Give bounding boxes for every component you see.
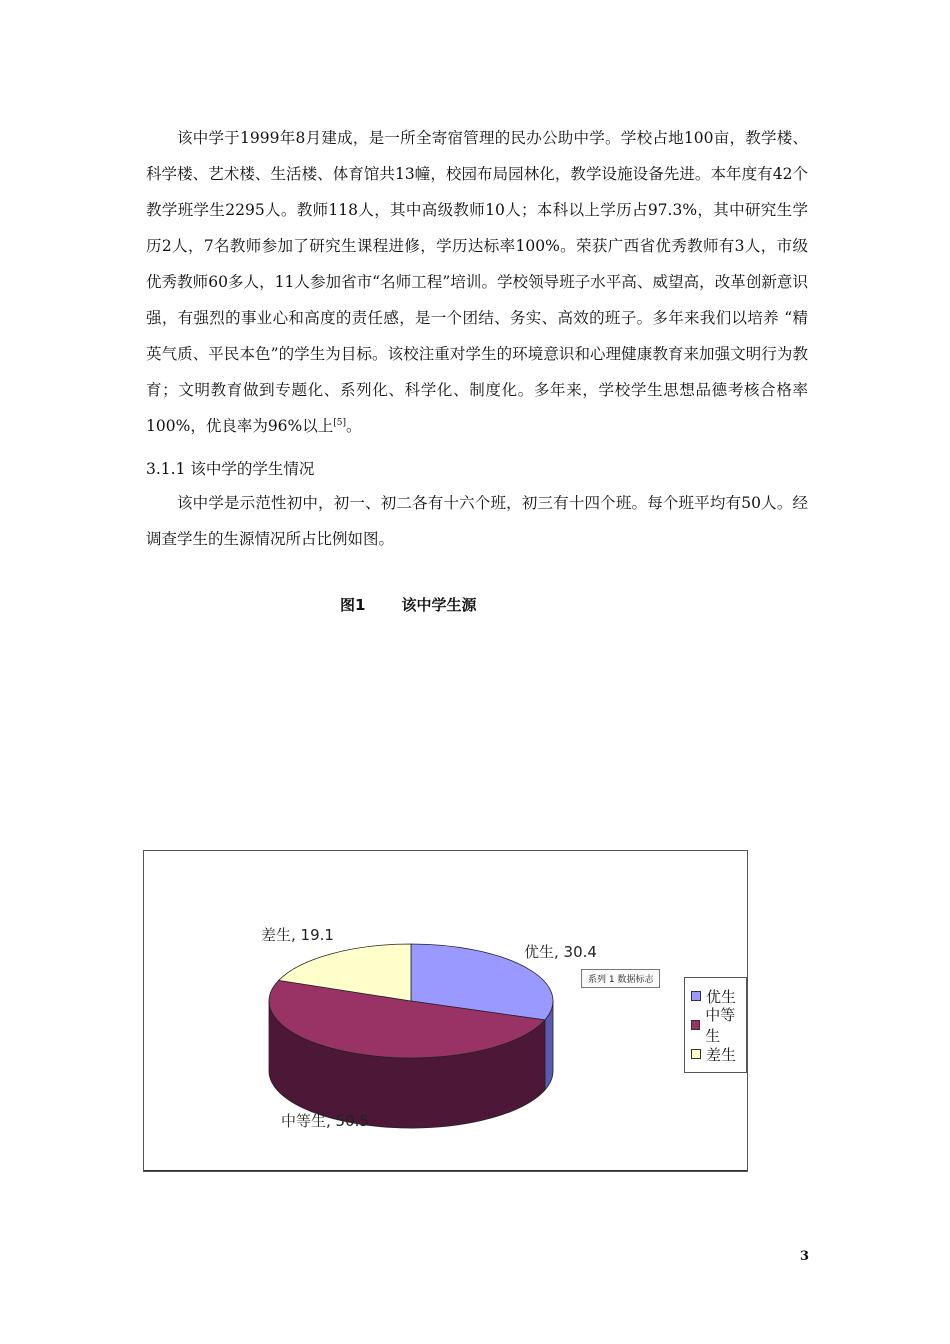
body-paragraph-2 (146, 485, 808, 557)
paragraph-2-text: 该中学是示范性初中，初一、初二各有十六个班，初三有十四个班。每个班平均有50人。经调查学生的生源情况所占比例如图。 (146, 494, 808, 548)
figure-title: 该中学生源 (401, 596, 477, 614)
section-heading: 3.1.1 该中学的学生情况 (146, 460, 315, 478)
legend-label-zhongdeng: 中等生 (705, 1006, 736, 1045)
data-label-zhongdeng: 中等生, 50.5 (281, 1112, 369, 1130)
chart-legend (684, 977, 747, 1073)
figure-caption (340, 594, 476, 615)
paragraph-1-text: 该中学于1999年8月建成，是一所全寄宿管理的民办公助中学。学校占地100亩，教学楼、科学楼、艺术楼、生活楼、体育馆共13幢，校园布局园林化，教学设施设备先进。本年度有42个教学班学生2295人。教师118人，其中高级教师10人；本科以上学历占97.3%，其中研究生学历2人，7名教师参加了研究生课程进修，学历达标率100%。荣获广西省优秀教师有3人，市级优秀教师60多人，11人参加省市“名师工程”培训。学校领导班子水平高、威望高，改革创新意识强，有强烈的事业心和高度的责任感，是一个团结、务实、高效的班子。多年来我们以培养 “精英气质、平民本色”的学生为目标。该校注重对学生的环境意识和心理健康教育来加强文明行为教育；文明教育做到专题化、系列化、科学化、制度化。多年来，学校学生思想品德考核合格率100%，优良率为96%以上 (146, 129, 808, 435)
series-tooltip: 系列 1 数据标志 (581, 969, 660, 988)
data-label-cha: 差生, 19.1 (261, 926, 334, 944)
legend-swatch-youyou (691, 991, 701, 1001)
legend-label-youyou: 优生 (706, 987, 737, 1006)
chart-bottom-border (144, 1170, 747, 1171)
body-paragraph-1 (146, 120, 808, 444)
figure-number: 图1 (340, 596, 366, 614)
pie-chart (144, 851, 684, 1151)
legend-item-zhongdeng (691, 1006, 746, 1045)
citation-ref: [5] (333, 417, 347, 428)
legend-swatch-zhongdeng (691, 1020, 700, 1030)
data-label-youyou: 优生, 30.4 (524, 943, 597, 961)
legend-item-cha (691, 1043, 736, 1065)
paragraph-1-end: 。 (346, 417, 362, 435)
legend-swatch-cha (691, 1049, 701, 1059)
pie-chart-frame (143, 850, 748, 1172)
legend-label-cha: 差生 (706, 1045, 737, 1064)
page-number: 3 (800, 1249, 810, 1264)
